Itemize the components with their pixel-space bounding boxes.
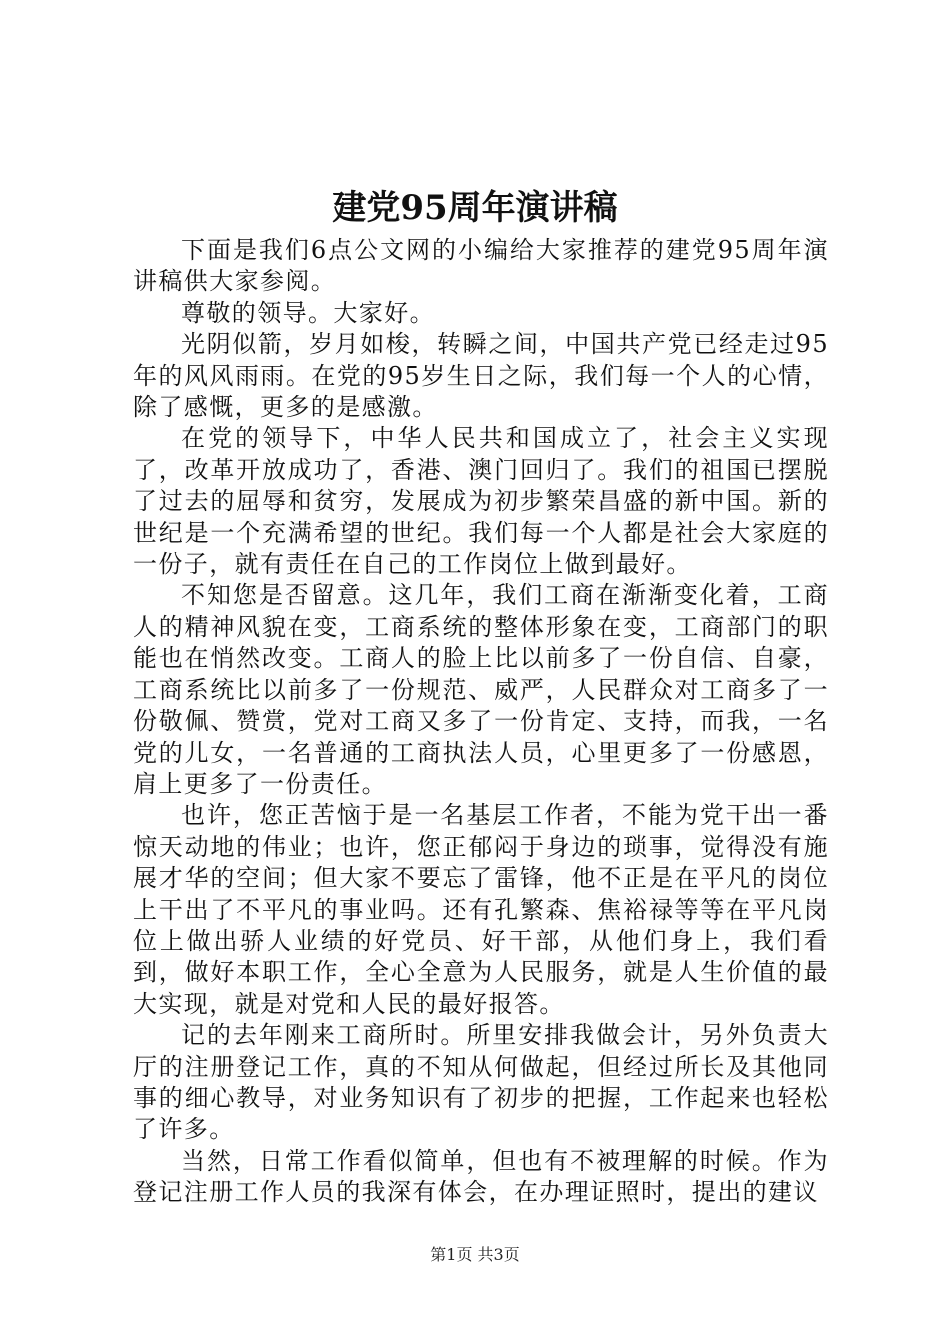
paragraph: 当然，日常工作看似简单，但也有不被理解的时候。作为登记注册工作人员的我深有体会，在办理证照时，提出的建议 xyxy=(133,1146,829,1207)
paragraph: 光阴似箭，岁月如梭，转瞬之间，中国共产党已经走过95年的风风雨雨。在党的95岁生日之际，我们每一个人的心情，除了感慨，更多的是感激。 xyxy=(133,330,829,422)
document-body xyxy=(133,235,829,1209)
paragraph: 也许，您正苦恼于是一名基层工作者，不能为党干出一番惊天动地的伟业；也许，您正郁闷于身边的琐事，觉得没有施展才华的空间；但大家不要忘了雷锋，他不正是在平凡的岗位上干出了不平凡的事业吗。还有孔繁森、焦裕禄等等在平凡岗位上做出骄人业绩的好党员、好干部，从他们身上，我们看到，做好本职工作，全心全意为人民服务，就是人生价值的最大实现，就是对党和人民的最好报答。 xyxy=(133,801,829,1018)
page-footer: 第1页 共3页 xyxy=(430,1245,520,1264)
paragraph: 尊敬的领导。大家好。 xyxy=(181,298,435,327)
paragraph: 记的去年刚来工商所时。所里安排我做会计，另外负责大厅的注册登记工作，真的不知从何做起，但经过所长及其他同事的细心教导，对业务知识有了初步的把握，工作起来也轻松了许多。 xyxy=(133,1021,829,1144)
paragraph: 在党的领导下，中华人民共和国成立了，社会主义实现了，改革开放成功了，香港、澳门回归了。我们的祖国已摆脱了过去的屈辱和贫穷，发展成为初步繁荣昌盛的新中国。新的世纪是一个充满希望的世纪。我们每一个人都是社会大家庭的一份子，就有责任在自己的工作岗位上做到最好。 xyxy=(133,424,829,579)
paragraph: 不知您是否留意。这几年，我们工商在渐渐变化着，工商人的精神风貌在变，工商系统的整体形象在变，工商部门的职能也在悄然改变。工商人的脸上比以前多了一份自信、自豪，工商系统比以前多了一份规范、威严，人民群众对工商多了一份敬佩、赞赏，党对工商又多了一份肯定、支持，而我，一名党的儿女，一名普通的工商执法人员，心里更多了一份感恩，肩上更多了一份责任。 xyxy=(133,581,829,798)
paragraph: 下面是我们6点公文网的小编给大家推荐的建党95周年演讲稿供大家参阅。 xyxy=(133,236,829,296)
document-title: 建党95周年演讲稿 xyxy=(332,188,618,228)
